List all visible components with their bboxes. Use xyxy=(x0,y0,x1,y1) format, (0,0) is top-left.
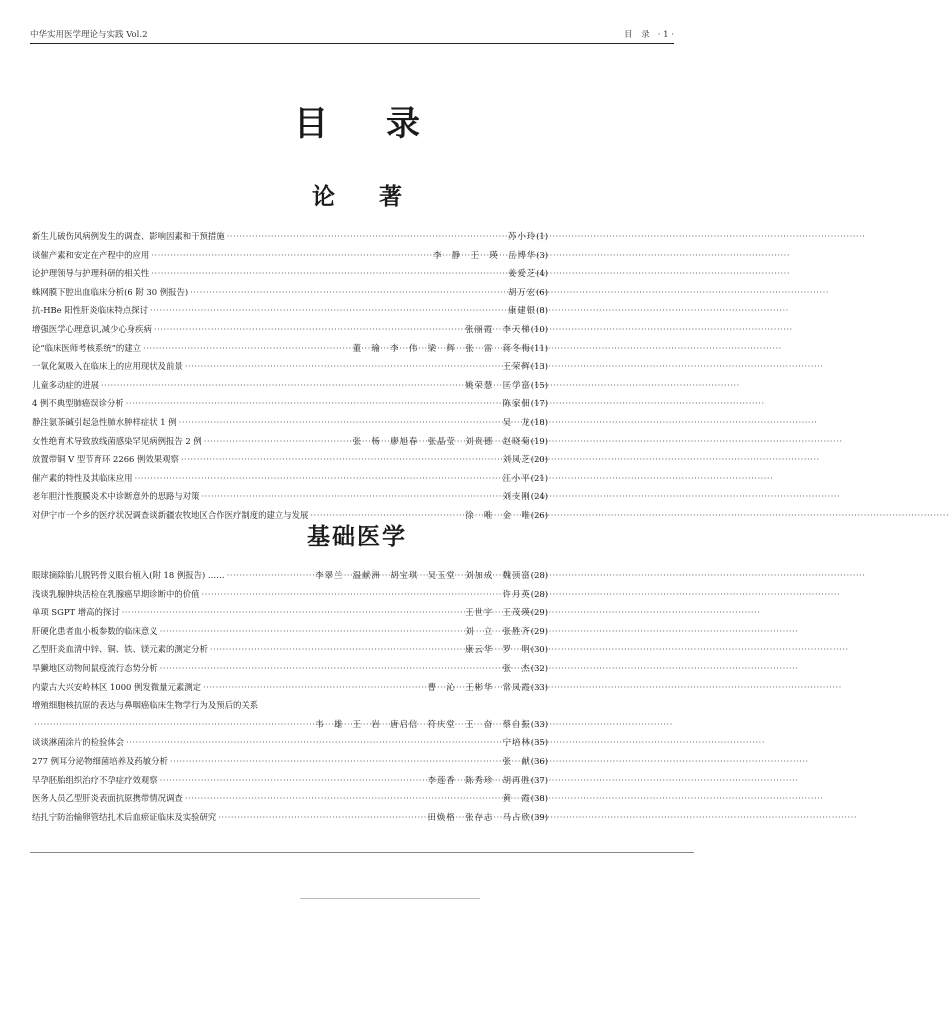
toc-entry-authors: 胡万宏 xyxy=(508,286,537,297)
dot-leader xyxy=(150,305,506,315)
toc-entry-page: (32) xyxy=(530,662,548,673)
toc-entry xyxy=(32,569,548,588)
dot-leader xyxy=(202,491,501,501)
toc-entry-authors: 张 杰 xyxy=(502,662,531,673)
dot-leader xyxy=(151,268,506,278)
toc-entry-page: (28) xyxy=(530,588,548,599)
toc-entry-title: 催产素的特性及其临床应用 xyxy=(32,472,133,483)
dot-leader xyxy=(202,589,501,599)
toc-entry xyxy=(32,811,548,830)
dot-leader xyxy=(227,570,313,580)
toc-entry-page: (21) xyxy=(530,472,548,483)
toc-entry-title: 医务人员乙型肝炎表面抗原携带情况调查 xyxy=(32,793,183,804)
toc-entry xyxy=(32,625,548,644)
toc-entry-page: (17) xyxy=(530,398,548,409)
toc-entry-authors: 张丽霞 李天梯 xyxy=(465,323,531,334)
toc-entry xyxy=(32,643,548,662)
toc-entry-authors: 张 献 xyxy=(502,755,531,766)
toc-entry-title: 静注氨茶碱引起急性肺水肿样症状 1 例 xyxy=(32,416,177,427)
toc-entry xyxy=(32,774,548,793)
toc-entry-page: (29) xyxy=(530,607,548,618)
toc-entry-authors: 张 杨 廖旭春 张晶莹 刘贵德 赵晓菊 xyxy=(352,435,531,446)
toc-entry-page: (15) xyxy=(530,379,548,390)
toc-entry-authors: 姚荣慧 匡学富 xyxy=(465,379,531,390)
toc-entry xyxy=(32,453,548,472)
toc-entry-authors: 田焕格 张存志 马占欣 xyxy=(427,811,531,822)
toc-entry xyxy=(32,249,548,268)
toc-entry-authors: 李莲香 陈秀珍 胡再胜 xyxy=(427,774,531,785)
dot-leader xyxy=(34,719,313,729)
toc-entry-line xyxy=(32,699,548,718)
toc-entry-authors: 陈家佃 xyxy=(502,398,531,409)
dot-leader xyxy=(181,454,501,464)
toc-entry-authors: 董 瑜 李 伟 梁 辉 张 雷 蒋冬梅 xyxy=(352,342,531,353)
toc-entry-authors: 康云华 罗 明 xyxy=(465,644,531,655)
toc-entry-authors: 刘支刚 xyxy=(502,491,531,502)
toc-entry xyxy=(32,588,548,607)
dot-leader xyxy=(160,663,501,673)
dot-leader xyxy=(210,644,463,654)
toc-entry xyxy=(32,397,548,416)
dot-leader xyxy=(122,607,464,617)
toc-entry xyxy=(32,435,548,454)
toc-entry-page: (10) xyxy=(530,323,548,334)
toc-entry xyxy=(32,323,548,342)
dot-leader xyxy=(160,626,464,636)
dot-leader xyxy=(170,756,501,766)
toc-entry-page: (13) xyxy=(530,361,548,372)
toc-entry-title: 对伊宁市一个乡的医疗状况调查谈新疆农牧地区合作医疗制度的建立与发展 xyxy=(32,509,309,520)
toc-entry-title: 增强医学心理意识,减少心身疾病 xyxy=(32,323,152,334)
toc-list-lunzhu xyxy=(32,230,548,528)
toc-entry-page: (1) xyxy=(536,231,548,241)
toc-entry-page: (39) xyxy=(530,811,548,822)
dot-leader xyxy=(143,343,351,353)
toc-entry-title: 谈谈淋菌涂片的检验体会 xyxy=(32,737,125,748)
toc-entry-page: (30) xyxy=(530,644,548,655)
toc-entry xyxy=(32,606,548,625)
toc-entry-page: (11) xyxy=(530,342,548,353)
toc-entry-authors: 曹 沁 王彬华 常凤霞 xyxy=(427,681,531,692)
toc-entry xyxy=(32,472,548,491)
toc-entry-page: (28) xyxy=(530,570,548,580)
toc-entry-title: 女性绝育术导致放线菌感染罕见病例报告 2 例 xyxy=(32,435,202,446)
toc-entry xyxy=(32,681,548,700)
toc-entry xyxy=(32,416,548,435)
dot-leader xyxy=(203,682,426,692)
toc-entry-title: 旱獭地区动物间鼠疫流行态势分析 xyxy=(32,662,158,673)
toc-entry-title: 论护理领导与护理科研的相关性 xyxy=(32,268,150,279)
toc-list-jichu-yixue xyxy=(32,569,548,829)
page-bottom-rule xyxy=(30,852,694,853)
toc-entry-authors: 李 静 王 瑛 岳博华 xyxy=(433,249,537,260)
toc-entry-title: 论“临床医师考核系统”的建立 xyxy=(32,342,142,353)
toc-entry-title: 老年胆汁性腹膜炎术中诊断意外的思路与对策 xyxy=(32,491,200,502)
toc-entry-title: 早孕胚胎组织治疗不孕症疗效观察 xyxy=(32,774,158,785)
toc-entry xyxy=(32,699,548,736)
toc-entry-title: 蛛网膜下腔出血临床分析(6 附 30 例报告) xyxy=(32,286,189,297)
dot-leader xyxy=(101,380,463,390)
toc-entry-title: 277 例耳分泌物细菌培养及药敏分析 xyxy=(32,755,168,766)
toc-entry-page: (20) xyxy=(530,454,548,465)
toc-entry-authors: 黄 霞 xyxy=(502,793,531,804)
toc-entry-authors: 姜爱芝 xyxy=(508,268,537,279)
toc-entry-title: 增殖细胞核抗原的表达与鼻咽癌临床生物学行为及预后的关系 xyxy=(32,700,259,711)
toc-entry xyxy=(32,267,548,286)
dot-leader xyxy=(227,231,506,241)
toc-entry-authors: 许月英 xyxy=(502,588,531,599)
toc-entry xyxy=(32,662,548,681)
toc-entry-page: (29) xyxy=(530,625,548,636)
toc-entry-title: 抗-HBe 阳性肝炎临床特点探讨 xyxy=(32,305,149,316)
toc-entry-page: (37) xyxy=(530,774,548,785)
dot-leader xyxy=(160,775,426,785)
toc-entry-page: (36) xyxy=(530,755,548,766)
toc-entry-page: (3) xyxy=(536,249,548,260)
toc-entry-authors: 徐 唯 金 唯 xyxy=(465,509,531,520)
toc-entry-page: (24) xyxy=(530,491,548,502)
toc-entry-authors: 王世宇 王茂瑛 xyxy=(465,607,531,618)
toc-entry-title: 肝硬化患者血小板参数的临床意义 xyxy=(32,625,158,636)
toc-entry xyxy=(32,792,548,811)
toc-entry-title: 4 例不典型肺癌误诊分析 xyxy=(32,398,124,409)
toc-entry-authors: 宁培林 xyxy=(502,737,531,748)
running-head xyxy=(30,28,674,44)
scan-artifact-line xyxy=(300,898,480,899)
dot-leader xyxy=(126,398,501,408)
toc-entry-authors: 刘 立 张胜齐 xyxy=(465,625,531,636)
toc-entry-authors: 王荣辉 xyxy=(502,361,531,372)
toc-entry-page: (35) xyxy=(530,737,548,748)
toc-entry-authors: 李翠兰 温献洲 胡宝琪 吴玉堂 刘加成 魏顶富 xyxy=(315,570,531,580)
toc-entry xyxy=(32,490,548,509)
toc-entry-page: (26) xyxy=(530,509,548,520)
toc-entry-title: 谈催产素和安定在产程中的应用 xyxy=(32,249,150,260)
toc-entry-title: 新生儿破伤风病例发生的调查、影响因素和干预措施 xyxy=(32,231,225,241)
toc-entry-page: (4) xyxy=(536,268,548,279)
section-heading-lunzhu: 论著 xyxy=(312,183,446,210)
header-section-page xyxy=(624,28,674,40)
toc-entry-title: 乙型肝炎血清中锌、铜、铁、镁元素的测定分析 xyxy=(32,644,208,655)
toc-entry-page: (33) xyxy=(530,681,548,692)
toc-entry-authors: 吴 龙 xyxy=(502,416,531,427)
section-heading-jichu-yixue: 基础医学 xyxy=(307,523,407,550)
toc-entry xyxy=(32,230,548,249)
toc-entry-page: (33) xyxy=(530,718,548,729)
header-rule xyxy=(30,43,674,44)
dot-leader xyxy=(154,324,463,334)
page-title: 目录 xyxy=(294,104,478,144)
toc-entry xyxy=(32,342,548,361)
toc-entry-page: (8) xyxy=(536,305,548,316)
toc-entry-line xyxy=(32,718,548,737)
dot-leader xyxy=(126,737,501,747)
toc-entry xyxy=(32,360,548,379)
dot-leader xyxy=(218,812,425,822)
toc-entry-page: (38) xyxy=(530,793,548,804)
toc-entry-title: 放置带铜 V 型节育环 2266 例效果观察 xyxy=(32,454,179,465)
toc-entry-authors: 江小平 xyxy=(502,472,531,483)
toc-entry-title: 单项 SGPT 增高的探讨 xyxy=(32,607,120,618)
dot-leader xyxy=(190,287,506,297)
toc-entry-title: 结扎宁防治输卵管结扎术后血瘀证临床及实验研究 xyxy=(32,811,217,822)
toc-entry-page: (18) xyxy=(530,416,548,427)
dot-leader xyxy=(135,473,501,483)
toc-entry-title: 儿童多动症的进展 xyxy=(32,379,99,390)
toc-entry-title: 浅谈乳腺肿块活检在乳腺癌早期诊断中的价值 xyxy=(32,588,200,599)
toc-entry-authors: 康建银 xyxy=(508,305,537,316)
toc-entry xyxy=(32,304,548,323)
toc-entry xyxy=(32,736,548,755)
toc-entry xyxy=(32,286,548,305)
dot-leader xyxy=(185,793,501,803)
toc-entry xyxy=(32,379,548,398)
toc-entry-authors: 刘凤芝 xyxy=(502,454,531,465)
toc-entry-title: 内蒙古大兴安岭林区 1000 例发微量元素测定 xyxy=(32,681,202,692)
toc-entry-authors: 苏小玲 xyxy=(508,231,537,241)
header-page-number: · 1 · xyxy=(657,30,674,40)
toc-entry-page: (19) xyxy=(530,435,548,446)
toc-entry-title: 一氧化氮吸入在临床上的应用现状及前景 xyxy=(32,361,183,372)
dot-leader xyxy=(185,361,501,371)
dot-leader xyxy=(151,250,431,260)
header-section: 目 录 xyxy=(624,30,650,40)
toc-entry-authors: 韦 雄 王 岩 唐启信 符庆堂 王 奋 蔡自振 xyxy=(315,718,531,729)
toc-entry-title: 眼球摘除胎儿脱钙骨义眼台植入(附 18 例报告) …… xyxy=(32,570,225,580)
dot-leader xyxy=(204,436,351,446)
toc-entry xyxy=(32,755,548,774)
dot-leader xyxy=(179,417,501,427)
toc-entry-page: (6) xyxy=(536,286,548,297)
journal-name: 中华实用医学理论与实践 Vol.2 xyxy=(30,30,148,40)
